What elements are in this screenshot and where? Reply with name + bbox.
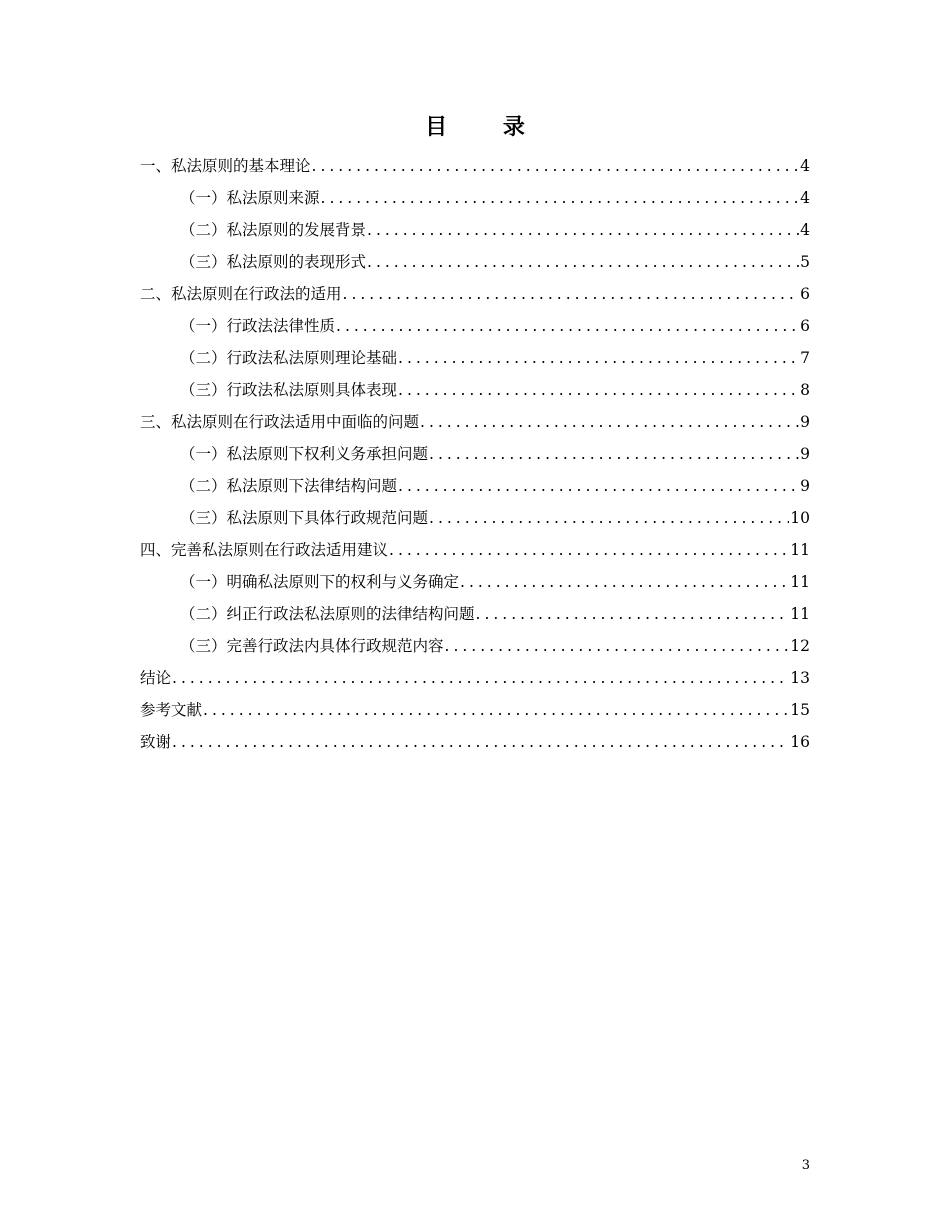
toc-leader-dots <box>398 342 799 374</box>
toc-entry-title: 参考文献 <box>140 701 203 719</box>
toc-entry-title: （二）私法原则的发展背景 <box>180 221 367 239</box>
toc-entry-page: 15 <box>790 701 810 719</box>
toc-leader-dots <box>203 694 789 726</box>
toc-entry-page: 13 <box>790 669 810 687</box>
toc-entry-page: 16 <box>790 733 810 751</box>
toc-entry-title: （二）行政法私法原则理论基础 <box>180 349 398 367</box>
toc-entry[interactable] <box>140 374 810 406</box>
toc-leader-dots <box>420 406 799 438</box>
toc-leader-dots <box>445 630 790 662</box>
table-of-contents <box>140 150 810 758</box>
toc-entry-page: 9 <box>800 445 810 463</box>
toc-entry[interactable] <box>140 246 810 278</box>
toc-leader-dots <box>429 502 789 534</box>
toc-leader-dots <box>172 726 789 758</box>
toc-entry-title: 致谢 <box>140 733 172 751</box>
toc-entry-page: 12 <box>790 637 810 655</box>
toc-entry-title: 二、私法原则在行政法的适用 <box>140 285 342 303</box>
toc-entry-page: 9 <box>800 413 810 431</box>
toc-entry-page: 10 <box>790 509 810 527</box>
toc-entry-title: （一）行政法法律性质 <box>180 317 336 335</box>
toc-leader-dots <box>389 534 789 566</box>
toc-entry-title: （三）私法原则的表现形式 <box>180 253 367 271</box>
toc-entry-title: 结论 <box>140 669 172 687</box>
toc-leader-dots <box>336 310 799 342</box>
toc-entry[interactable] <box>140 182 810 214</box>
page-title: 目 录 <box>425 114 549 140</box>
toc-entry-page: 11 <box>790 605 810 623</box>
toc-leader-dots <box>312 150 800 182</box>
toc-entry-title: 一、私法原则的基本理论 <box>140 157 311 175</box>
toc-entry-page: 6 <box>800 317 810 335</box>
toc-entry-title: 三、私法原则在行政法适用中面临的问题 <box>140 413 420 431</box>
toc-leader-dots <box>367 246 799 278</box>
toc-entry[interactable] <box>140 278 810 310</box>
toc-leader-dots <box>321 182 800 214</box>
toc-entry-title: （三）完善行政法内具体行政规范内容 <box>180 637 444 655</box>
toc-entry-title: 四、完善私法原则在行政法适用建议 <box>140 541 389 559</box>
toc-entry[interactable] <box>140 598 810 630</box>
page-number: 3 <box>801 1158 810 1173</box>
toc-entry-page: 8 <box>800 381 810 399</box>
toc-entry-page: 4 <box>800 189 810 207</box>
toc-entry-page: 5 <box>800 253 810 271</box>
toc-entry-title: （二）私法原则下法律结构问题 <box>180 477 398 495</box>
toc-leader-dots <box>398 374 799 406</box>
toc-leader-dots <box>460 566 789 598</box>
toc-entry[interactable] <box>140 214 810 246</box>
toc-entry-title: （二）纠正行政法私法原则的法律结构问题 <box>180 605 475 623</box>
toc-leader-dots <box>398 470 799 502</box>
toc-entry[interactable] <box>140 438 810 470</box>
toc-entry-page: 4 <box>800 157 810 175</box>
toc-entry-page: 11 <box>790 573 810 591</box>
toc-entry[interactable] <box>140 470 810 502</box>
toc-entry[interactable] <box>140 566 810 598</box>
toc-entry[interactable] <box>140 534 810 566</box>
toc-leader-dots <box>343 278 800 310</box>
toc-entry[interactable] <box>140 342 810 374</box>
toc-entry[interactable] <box>140 630 810 662</box>
toc-entry[interactable] <box>140 310 810 342</box>
toc-entry-page: 9 <box>800 477 810 495</box>
toc-entry-title: （一）私法原则来源 <box>180 189 320 207</box>
toc-entry-title: （三）私法原则下具体行政规范问题 <box>180 509 429 527</box>
toc-entry-page: 4 <box>800 221 810 239</box>
toc-leader-dots <box>429 438 799 470</box>
toc-leader-dots <box>172 662 789 694</box>
toc-leader-dots <box>367 214 799 246</box>
toc-entry-title: （一）私法原则下权利义务承担问题 <box>180 445 429 463</box>
toc-entry-page: 7 <box>800 349 810 367</box>
toc-entry-title: （三）行政法私法原则具体表现 <box>180 381 398 399</box>
toc-entry[interactable] <box>140 662 810 694</box>
toc-entry[interactable] <box>140 150 810 182</box>
toc-entry-page: 6 <box>800 285 810 303</box>
toc-entry-title: （一）明确私法原则下的权利与义务确定 <box>180 573 460 591</box>
toc-entry[interactable] <box>140 694 810 726</box>
toc-entry-page: 11 <box>790 541 810 559</box>
toc-entry[interactable] <box>140 726 810 758</box>
toc-entry[interactable] <box>140 406 810 438</box>
toc-leader-dots <box>476 598 790 630</box>
toc-entry[interactable] <box>140 502 810 534</box>
